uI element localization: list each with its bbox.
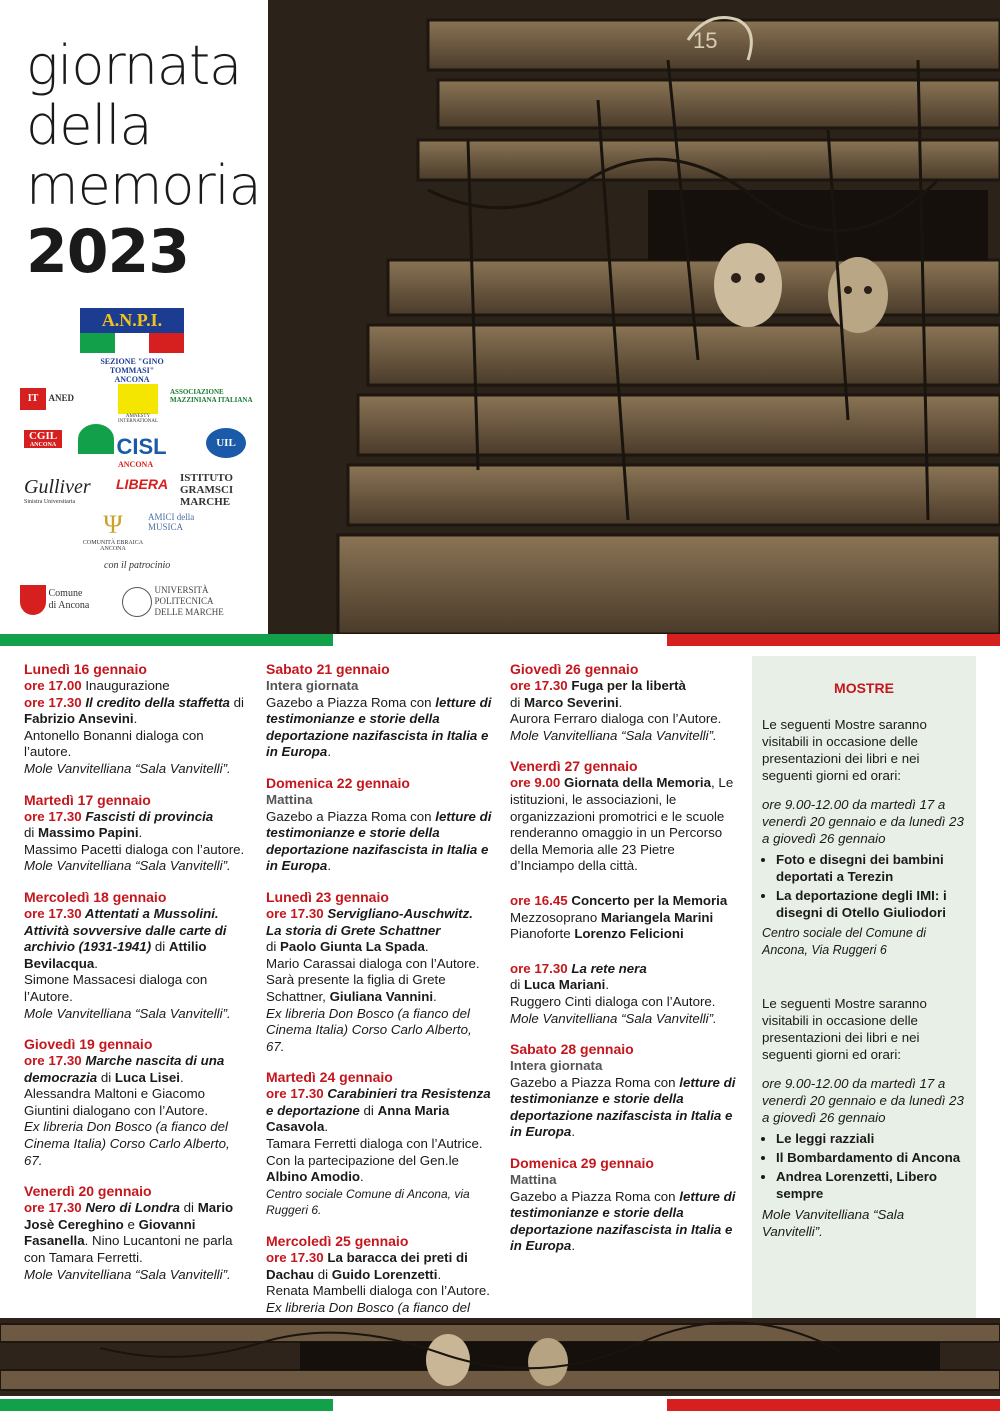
libera-name: LIBERA <box>116 476 169 492</box>
event-by: di <box>510 977 525 993</box>
event-by: e <box>123 1216 139 1232</box>
anpi-city: ANCONA <box>114 375 150 384</box>
event-desc: Antonello Bonanni dialoga con l’autore. <box>24 727 204 760</box>
event-by: di <box>266 939 281 955</box>
event-item <box>266 660 492 761</box>
event-item <box>266 774 492 875</box>
title-year: 2023 <box>26 217 189 287</box>
event-place: Mole Vanvitelliana “Sala Vanvitelli”. <box>510 1010 717 1026</box>
event-by: di <box>510 694 525 710</box>
event-author: Paolo Giunta La Spada <box>280 939 425 955</box>
event-place: Mole Vanvitelliana “Sala Vanvitelli”. <box>24 858 231 874</box>
mostre-place: Centro sociale del Comune di Ancona, Via Ruggeri 6 <box>762 926 926 957</box>
cisl-icon <box>78 424 114 454</box>
anpi-logo <box>80 308 184 384</box>
triangle-icon: IT <box>20 388 46 410</box>
mostre-panel <box>752 656 976 1318</box>
event-end: . <box>138 825 143 841</box>
event-time: ore 17.30 <box>266 905 324 921</box>
title-line-3: memoria <box>26 154 261 217</box>
event-day: Giovedì 26 gennaio <box>510 661 639 677</box>
uil-name: UIL <box>216 437 236 449</box>
event-title: La baracca dei preti di Dachau <box>266 1250 468 1282</box>
cgil-city: ANCONA <box>29 442 57 448</box>
gulliver-sub: Sinistra Universitaria <box>24 499 76 505</box>
event-day: Giovedì 19 gennaio <box>24 1036 153 1053</box>
gulliver-name: Gulliver <box>24 476 91 498</box>
event-sub: Intera giornata <box>510 1058 603 1074</box>
univpm-logo <box>122 585 224 618</box>
event-author: Albino Amodio <box>266 1169 361 1185</box>
train-strip-illustration <box>0 1318 1000 1396</box>
event-desc: Renata Mambelli dialoga con l’Autore. <box>266 1283 490 1299</box>
event-title: letture di testimonianze e storie della deportazione nazifascista in Italia e in Europa <box>510 1188 736 1254</box>
anpi-name: A.N.P.I. <box>80 308 184 333</box>
event-title: Servigliano-Auschwitz. La storia di Grete Schattner <box>266 905 473 938</box>
event-desc: Gazebo a Piazza Roma con <box>266 808 436 824</box>
title-line-2: della <box>26 94 152 157</box>
event-title: Carabinieri tra Resistenza e deportazione <box>266 1086 491 1118</box>
event-end: . <box>133 711 138 727</box>
libera-logo <box>116 476 168 492</box>
comune-logo <box>20 585 89 615</box>
event-day: Lunedì 23 gennaio <box>266 888 389 905</box>
event-place: Mole Vanvitelliana “Sala Vanvitelli”. <box>510 727 717 743</box>
event-item <box>24 1035 250 1169</box>
event-by: di <box>24 825 39 841</box>
anpi-section: SEZIONE "GINO TOMMASI" <box>100 357 164 375</box>
event-desc: Mario Carassai dialoga con l’Autore. <box>266 955 480 971</box>
italian-flag-band-top <box>0 634 1000 646</box>
event-by: di <box>314 1266 332 1282</box>
event-time: ore 17.30 <box>266 1086 324 1102</box>
mostre-dates: ore 9.00-12.00 da martedì 17 a venerdì 20 gennaio e da lunedì 23 a giovedì 26 gennaio <box>762 797 964 846</box>
event-item <box>266 888 492 1055</box>
wagon-number: 15 <box>693 28 718 53</box>
event-title: letture di testimonianze e storie della deportazione nazifascista in Italia e in Europa <box>510 1074 736 1140</box>
event-time: ore 17.30 <box>24 808 82 824</box>
event-time: ore 17.00 <box>24 678 82 693</box>
event-desc: Massimo Pacetti dialoga con l’autore. <box>24 841 245 857</box>
mostre-place: Mole Vanvitelliana “Sala Vanvitelli”. <box>762 1207 905 1239</box>
mazziniana-name: ASSOCIAZIONE MAZZINIANA ITALIANA <box>170 388 253 404</box>
event-place: Centro sociale Comune di Ancona, via Ruggeri 6. <box>266 1186 470 1218</box>
event-end: . <box>84 1233 89 1249</box>
bottom-photo-strip <box>0 1318 1000 1396</box>
patrocinio-label: con il patrocinio <box>104 560 171 571</box>
event-desc: Alessandra Maltoni e Giacomo Giuntini dialogano con l’Autore. <box>24 1086 209 1118</box>
event-desc: Con la partecipazione del Gen.le <box>266 1152 459 1168</box>
event-author: Guido Lorenzetti <box>331 1266 438 1282</box>
event-author: Massimo Papini <box>38 825 139 841</box>
event-place: Mole Vanvitelliana “Sala Vanvitelli”. <box>24 1266 231 1282</box>
comune-line-2: di Ancona <box>48 600 90 611</box>
mostre-dates: ore 9.00-12.00 da martedì 17 a venerdì 20 gennaio e da lunedì 23 a giovedì 26 gennaio <box>762 1076 964 1125</box>
event-by: di <box>359 1102 378 1118</box>
event-place: Ex libreria Don Bosco (a fianco del Cinema Italia) Corso Carlo Alberto, 67. <box>24 1119 230 1168</box>
event-time: ore 17.30 <box>24 1200 82 1216</box>
amnesty-name: AMNESTY INTERNATIONAL <box>118 414 158 424</box>
event-end: . <box>94 955 98 971</box>
event-item <box>510 757 736 875</box>
event-desc: Mezzosoprano <box>510 909 601 925</box>
event-end: . <box>324 1119 329 1135</box>
event-author: Anna Maria Casavola <box>266 1102 450 1135</box>
event-desc: Aurora Ferraro dialoga con l’Autore. <box>510 711 722 727</box>
cisl-city: ANCONA <box>118 460 154 469</box>
cisl-name: CISL <box>116 434 167 459</box>
gulliver-logo <box>24 476 91 505</box>
mostre-intro: Le seguenti Mostre saranno visitabili in occasione delle presentazioni dei libri e nei seguenti giorni ed orari: <box>762 996 927 1062</box>
univ-line-3: DELLE MARCHE <box>154 607 224 617</box>
event-day: Sabato 28 gennaio <box>510 1041 634 1058</box>
event-item <box>510 961 736 1027</box>
event-desc: Sarà presente la figlia di Grete Schattner, <box>266 972 446 1004</box>
deportation-train-photo <box>268 0 1000 634</box>
mostre-item: • La deportazione degli IMI: i disegni di Otello Giuliodori <box>776 887 966 921</box>
event-title: Fascisti di provincia <box>81 808 214 824</box>
event-day: Lunedì 16 gennaio <box>24 661 147 677</box>
event-author: Attilio Bevilacqua <box>24 939 207 971</box>
comune-line-1: Comune <box>48 588 83 599</box>
mostre-list-1 <box>762 851 966 921</box>
event-day: Martedì 17 gennaio <box>24 791 151 808</box>
mostre-item: • Andrea Lorenzetti, Libero sempre <box>776 1168 966 1202</box>
univ-line-1: UNIVERSITÀ <box>154 585 209 595</box>
event-end: . <box>327 858 332 874</box>
event-title: letture di testimonianze e storie della deportazione nazifascista in Italia e in Europa <box>266 808 492 874</box>
event-time: ore 17.30 <box>24 1053 82 1069</box>
candle-icon <box>118 384 158 414</box>
aned-name: ANED <box>48 393 75 403</box>
event-title: Attentati a Mussolini. Attività sovversive dalle carte di archivio (1931-1941) <box>24 905 227 955</box>
event-day: Mercoledì 18 gennaio <box>24 888 167 905</box>
event-title: La rete nera <box>567 960 647 976</box>
event-place: Ex libreria Don Bosco (a fianco del Cinema Italia) Corso Carlo Alberto, 67. <box>266 1005 472 1054</box>
event-time: ore 17.30 <box>24 905 82 921</box>
event-day: Domenica 29 gennaio <box>510 1155 654 1172</box>
event-author: Mario Josè Cereghino <box>24 1200 234 1232</box>
event-sub: Intera giornata <box>266 678 359 693</box>
gramsci-logo <box>180 472 260 508</box>
italian-flag-band-bottom <box>0 1399 1000 1411</box>
event-author: Giovanni Fasanella <box>24 1216 196 1249</box>
event-end: . <box>605 977 610 993</box>
event-desc: Tamara Ferretti dialoga con l’Autrice. <box>266 1136 483 1152</box>
event-place: Mole Vanvitelliana “Sala Vanvitelli”. <box>24 760 231 776</box>
event-day: Venerdì 27 gennaio <box>510 758 638 775</box>
cisl-logo <box>78 424 167 469</box>
event-item <box>24 660 250 778</box>
event-author: Mariangela Marini <box>600 909 714 925</box>
program-column-2 <box>266 660 492 1363</box>
amici-musica-name: AMICI della MUSICA <box>148 512 195 532</box>
uil-logo <box>206 428 246 458</box>
event-day: Venerdì 20 gennaio <box>24 1183 152 1200</box>
event-item <box>24 1182 250 1283</box>
event-title: Giornata della Memoria <box>560 775 712 791</box>
title-line-1: giornata <box>26 34 242 97</box>
anpi-flag <box>80 333 184 353</box>
event-item <box>24 888 250 1022</box>
event-title: Concerto per la Memoria <box>567 892 728 908</box>
event-end: . <box>179 1069 184 1085</box>
event-desc: Gazebo a Piazza Roma con <box>266 694 436 710</box>
event-place: Mole Vanvitelliana “Sala Vanvitelli”. <box>24 1005 231 1021</box>
event-end: . <box>433 988 437 1004</box>
mostre-intro: Le seguenti Mostre saranno visitabili in occasione delle presentazioni dei libri e nei seguenti giorni ed orari: <box>762 717 927 783</box>
event-day: Domenica 22 gennaio <box>266 774 410 791</box>
event-item <box>24 791 250 875</box>
event-item <box>510 893 736 943</box>
event-end: . <box>571 1124 576 1140</box>
event-desc: , Le istituzioni, le associazioni, le organizzazioni promotrici e le scuole renderanno omaggio in un Percorso della Memoria alle 23 Pietre d’Inciampo della città. <box>510 775 734 874</box>
event-desc: Nino Lucantoni ne parla con Tamara Ferretti. <box>24 1233 233 1266</box>
event-author: Marco Severini <box>524 694 619 710</box>
ebraica-logo <box>78 510 148 552</box>
event-author: Lorenzo Felicioni <box>574 926 684 942</box>
coat-of-arms-icon <box>20 585 46 615</box>
amici-musica-logo <box>148 512 208 532</box>
cgil-name: CGIL <box>28 430 58 442</box>
event-end: . <box>424 939 429 955</box>
event-time: ore 16.45 <box>510 892 568 908</box>
event-author: Giuliana Vannini <box>329 988 434 1004</box>
amnesty-logo <box>118 384 158 424</box>
event-desc: Simone Massacesi dialoga con l’Autore. <box>24 972 208 1004</box>
event-title: Inaugurazione <box>81 678 170 693</box>
ebraica-name: COMUNITÀ EBRAICA ANCONA <box>82 540 144 552</box>
event-end: . <box>437 1266 442 1282</box>
menorah-icon: Ψ <box>103 510 123 539</box>
mostre-item: • Le leggi razziali <box>776 1130 966 1147</box>
program-column-1 <box>24 660 250 1296</box>
univ-line-2: POLITECNICA <box>154 596 214 606</box>
gramsci-name: ISTITUTO GRAMSCI MARCHE <box>180 472 234 508</box>
event-title: Fuga per la libertà <box>567 678 686 693</box>
event-item <box>510 660 736 744</box>
seal-icon <box>122 587 152 617</box>
train-wagon-illustration <box>268 0 1000 634</box>
event-title: letture di testimonianze e storie della deportazione nazifascista in Italia e in Europa <box>266 694 492 760</box>
aned-logo <box>20 388 74 410</box>
mostre-item: • Foto e disegni dei bambini deportati a Terezin <box>776 851 966 885</box>
event-day: Sabato 21 gennaio <box>266 661 390 677</box>
event-day: Mercoledì 25 gennaio <box>266 1233 409 1250</box>
face-1 <box>714 243 782 327</box>
event-desc: Gazebo a Piazza Roma con <box>510 1074 680 1090</box>
event-time: ore 17.30 <box>266 1250 324 1266</box>
event-desc: Pianoforte <box>510 926 575 942</box>
sponsor-logos <box>20 300 260 630</box>
event-title: Nero di Londra <box>81 1200 180 1216</box>
mostre-item: • Il Bombardamento di Ancona <box>776 1149 966 1166</box>
event-item <box>510 1040 736 1141</box>
event-time: ore 17.30 <box>510 960 568 976</box>
program-column-3 <box>510 660 736 1268</box>
event-by: di <box>229 694 244 710</box>
event-time: ore 9.00 <box>510 775 561 791</box>
event-end: . <box>571 1238 576 1254</box>
event-time: ore 17.30 <box>24 694 82 710</box>
mostre-title: MOSTRE <box>834 680 894 696</box>
event-end: . <box>618 694 623 710</box>
event-end: . <box>327 744 332 760</box>
mazziniana-logo <box>170 388 254 404</box>
event-sub: Mattina <box>510 1172 557 1188</box>
event-day: Martedì 24 gennaio <box>266 1069 393 1086</box>
event-by: di <box>151 939 169 955</box>
event-author: Fabrizio Ansevini <box>24 711 134 727</box>
event-desc: Ruggero Cinti dialoga con l’Autore. <box>510 993 716 1009</box>
event-place: Ex libreria Don Bosco (a fianco del <box>266 1299 470 1315</box>
poster-title <box>26 36 261 288</box>
event-title: Il credito della staffetta <box>81 694 230 710</box>
event-item <box>510 1154 736 1255</box>
cgil-logo <box>24 430 62 448</box>
event-sub: Mattina <box>266 791 313 807</box>
event-item <box>266 1068 492 1219</box>
event-by: di <box>97 1069 115 1085</box>
event-desc: Gazebo a Piazza Roma con <box>510 1188 680 1204</box>
mostre-list-2 <box>762 1130 966 1202</box>
event-author: Luca Mariani <box>524 977 606 993</box>
event-by: di <box>179 1200 198 1216</box>
event-end: . <box>360 1169 364 1185</box>
event-time: ore 17.30 <box>510 678 568 693</box>
event-title: Marche nascita di una democrazia <box>24 1053 225 1085</box>
event-author: Luca Lisei <box>114 1069 180 1085</box>
